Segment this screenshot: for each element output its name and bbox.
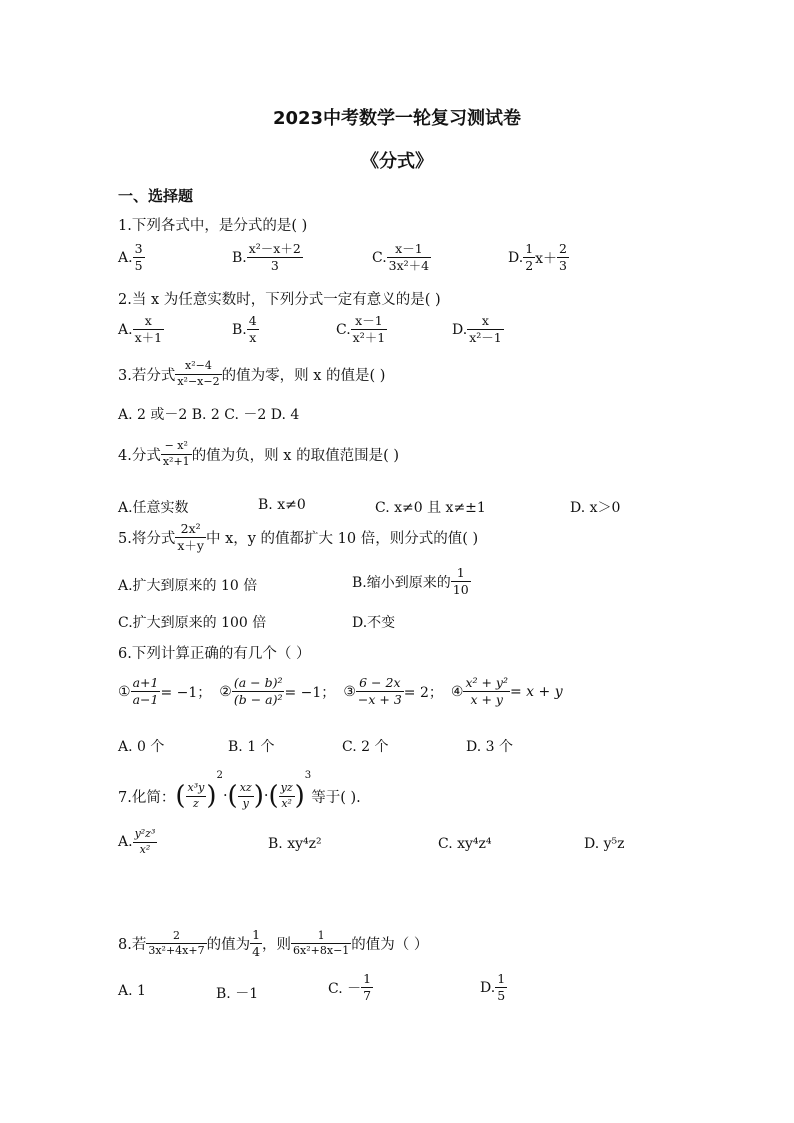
fraction [250, 928, 262, 960]
numerator: a+1 [131, 676, 161, 692]
fraction [247, 314, 259, 346]
question-6-stem: 6.下列计算正确的有几个（ ） [118, 646, 311, 662]
question-7-option-b: B. xy⁴z² [268, 836, 322, 852]
question-4-option-b: B. x≠0 [258, 497, 306, 513]
question-7-option-a [118, 828, 157, 856]
dot-operator: · [263, 788, 269, 804]
denominator: 2 [525, 258, 534, 274]
middle-term: x＋ [535, 250, 558, 267]
numerator: 1 [361, 972, 373, 988]
fraction [279, 782, 295, 810]
fraction [523, 242, 535, 274]
question-6-option-c: C. 2 个 [342, 739, 389, 755]
exponent: 3 [304, 770, 312, 781]
fraction [361, 972, 373, 1004]
fraction [495, 972, 507, 1004]
fraction [175, 360, 221, 388]
denominator: 10 [452, 582, 469, 598]
option-label: A. [118, 321, 133, 338]
option-label: D. [508, 249, 524, 266]
question-7-stem [118, 770, 361, 811]
question-4-option-a: A.任意实数 [118, 500, 189, 516]
denominator: 3x²+4x+7 [148, 944, 205, 958]
numerator: 1 [291, 930, 351, 945]
fraction [247, 242, 303, 274]
stem-middle: ，则 [262, 937, 292, 954]
question-8-option-a: A. 1 [118, 983, 146, 999]
question-1-option-a [118, 242, 145, 274]
question-6-option-b: B. 1 个 [228, 739, 275, 755]
denominator: 3 [270, 258, 279, 274]
fraction [232, 676, 285, 708]
numerator: 2 [146, 930, 206, 945]
fraction [175, 522, 206, 554]
circled-mark: ③ [343, 683, 356, 700]
option-label: A. [118, 249, 133, 266]
exponent: 2 [216, 770, 223, 781]
stem-prefix: 8.若 [118, 937, 147, 954]
expression-rhs: = x + y [510, 683, 563, 700]
denominator: 5 [497, 988, 506, 1004]
numerator: x²－x＋2 [247, 242, 303, 258]
denominator: 3x²＋4 [388, 258, 430, 274]
denominator: y [242, 796, 249, 810]
question-8-option-c [328, 972, 373, 1004]
numerator: x²−4 [175, 360, 221, 375]
fraction [161, 440, 192, 468]
right-paren: ) [294, 781, 305, 811]
numerator: 1 [495, 972, 507, 988]
denominator: 6x²+8x−1 [293, 944, 350, 958]
numerator: 1 [523, 242, 535, 258]
denominator: 3 [559, 258, 567, 274]
question-3-stem [118, 360, 385, 388]
question-4-option-d: D. x＞0 [570, 500, 621, 516]
denominator: x²−x−2 [177, 374, 220, 388]
fraction [463, 676, 510, 708]
option-text: B.缩小到原来的 [352, 574, 451, 591]
denominator: z [193, 796, 199, 810]
fraction [238, 782, 254, 810]
question-1-stem: 1.下列各式中，是分式的是( ) [118, 218, 308, 234]
numerator: (a − b)² [232, 676, 285, 692]
page-title: 2023中考数学一轮复习测试卷 [272, 108, 522, 129]
numerator: 2 [557, 242, 569, 258]
numerator: x³y [186, 782, 207, 797]
option-label: B. [232, 321, 247, 338]
option-label: C. － [328, 980, 362, 997]
fraction [351, 314, 388, 346]
circled-mark: ④ [450, 683, 464, 700]
denominator: x² [281, 796, 292, 810]
fraction [133, 314, 165, 346]
question-5-option-c: C.扩大到原来的 100 倍 [118, 615, 267, 631]
numerator: x－1 [351, 314, 388, 330]
denominator: (b − a)² [233, 692, 283, 708]
numerator: 6 − 2x [356, 676, 404, 692]
denominator: x²－1 [469, 330, 502, 346]
denominator: x＋y [177, 538, 204, 554]
question-8-option-b: B. －1 [216, 986, 259, 1002]
denominator: x²+1 [162, 454, 190, 468]
question-3-options: A. 2 或－2 B. 2 C. －2 D. 4 [118, 407, 300, 423]
right-paren: ) [206, 781, 217, 811]
circled-mark: ① [118, 683, 131, 700]
option-label: D. [480, 979, 496, 996]
option-label: C. [372, 249, 387, 266]
stem-prefix: 5.将分式 [118, 531, 176, 548]
stem-prefix: 4.分式 [118, 447, 161, 464]
question-8-stem [118, 928, 428, 960]
question-6-option-a: A. 0 个 [118, 739, 165, 755]
numerator: − x² [161, 440, 192, 455]
question-2-option-c [336, 314, 387, 346]
denominator: 7 [363, 988, 372, 1004]
stem-suffix: 等于( ). [311, 789, 361, 806]
left-paren: ( [227, 781, 238, 811]
left-paren: ( [268, 781, 279, 811]
numerator: yz [279, 782, 295, 797]
stem-prefix: 3.若分式 [118, 367, 176, 384]
denominator: 5 [134, 258, 143, 274]
denominator: x²＋1 [352, 330, 386, 346]
question-2-option-d [452, 314, 504, 346]
fraction [387, 242, 431, 274]
dot-operator: · [222, 788, 228, 804]
numerator: x－1 [387, 242, 431, 258]
fraction [451, 566, 471, 598]
fraction [467, 314, 504, 346]
question-7-option-d: D. y⁵z [584, 836, 625, 852]
denominator: −x + 3 [357, 692, 402, 708]
numerator: y²z³ [133, 828, 158, 843]
question-1-option-b [232, 242, 303, 274]
page-subtitle: 《分式》 [361, 151, 433, 172]
fraction [186, 782, 207, 810]
expression-rhs: = 2； [403, 684, 443, 701]
numerator: 1 [451, 566, 471, 582]
denominator: x² [139, 842, 151, 856]
denominator: x + y [470, 692, 503, 708]
denominator: 4 [252, 944, 261, 960]
fraction [131, 676, 161, 708]
option-label: D. [452, 321, 468, 338]
fraction [146, 930, 206, 958]
question-5-option-b [352, 566, 471, 598]
numerator: 3 [133, 242, 145, 258]
stem-prefix: 7.化简： [118, 789, 176, 806]
numerator: 1 [250, 928, 262, 944]
option-label: C. [336, 321, 351, 338]
numerator: x [467, 314, 504, 330]
numerator: x [133, 314, 165, 330]
option-label: B. [232, 249, 247, 266]
numerator: x² + y² [463, 676, 510, 692]
stem-suffix: 的值为零，则 x 的值是( ) [221, 367, 386, 384]
stem-suffix: 的值为（ ） [351, 937, 429, 954]
stem-suffix: 中 x，y 的值都扩大 10 倍，则分式的值( ) [205, 531, 479, 548]
option-label: A. [118, 834, 133, 851]
question-5-stem [118, 522, 478, 554]
fraction [557, 242, 569, 274]
fraction [133, 828, 158, 856]
numerator: xz [238, 782, 254, 797]
expression-rhs: = −1； [284, 684, 336, 701]
right-paren: ) [253, 781, 264, 811]
fraction [291, 930, 351, 958]
stem-middle: 的值为 [206, 937, 251, 954]
question-8-option-d [480, 972, 507, 1004]
question-6-expressions [118, 676, 563, 708]
question-2-stem: 2.当 x 为任意实数时，下列分式一定有意义的是( ) [118, 292, 441, 308]
question-6-option-d: D. 3 个 [466, 739, 513, 755]
question-1-option-d [508, 242, 569, 274]
circled-mark: ② [219, 683, 232, 700]
section-heading: 一、选择题 [118, 187, 194, 205]
question-7-option-c: C. xy⁴z⁴ [438, 836, 492, 852]
question-2-option-b [232, 314, 259, 346]
question-4-stem [118, 440, 399, 468]
question-5-option-d: D.不变 [352, 615, 396, 631]
denominator: x [249, 330, 257, 346]
question-2-option-a [118, 314, 164, 346]
left-paren: ( [175, 781, 186, 811]
numerator: 2x² [175, 522, 206, 538]
question-5-option-a: A.扩大到原来的 10 倍 [118, 578, 258, 594]
expression-rhs: = −1； [160, 684, 212, 701]
numerator: 4 [247, 314, 259, 330]
fraction [133, 242, 145, 274]
question-1-option-c [372, 242, 431, 274]
question-4-option-c: C. x≠0 且 x≠±1 [375, 500, 486, 516]
denominator: x＋1 [134, 330, 163, 346]
denominator: a−1 [132, 692, 159, 708]
stem-suffix: 的值为负，则 x 的取值范围是( ) [191, 447, 400, 464]
fraction [356, 676, 404, 708]
